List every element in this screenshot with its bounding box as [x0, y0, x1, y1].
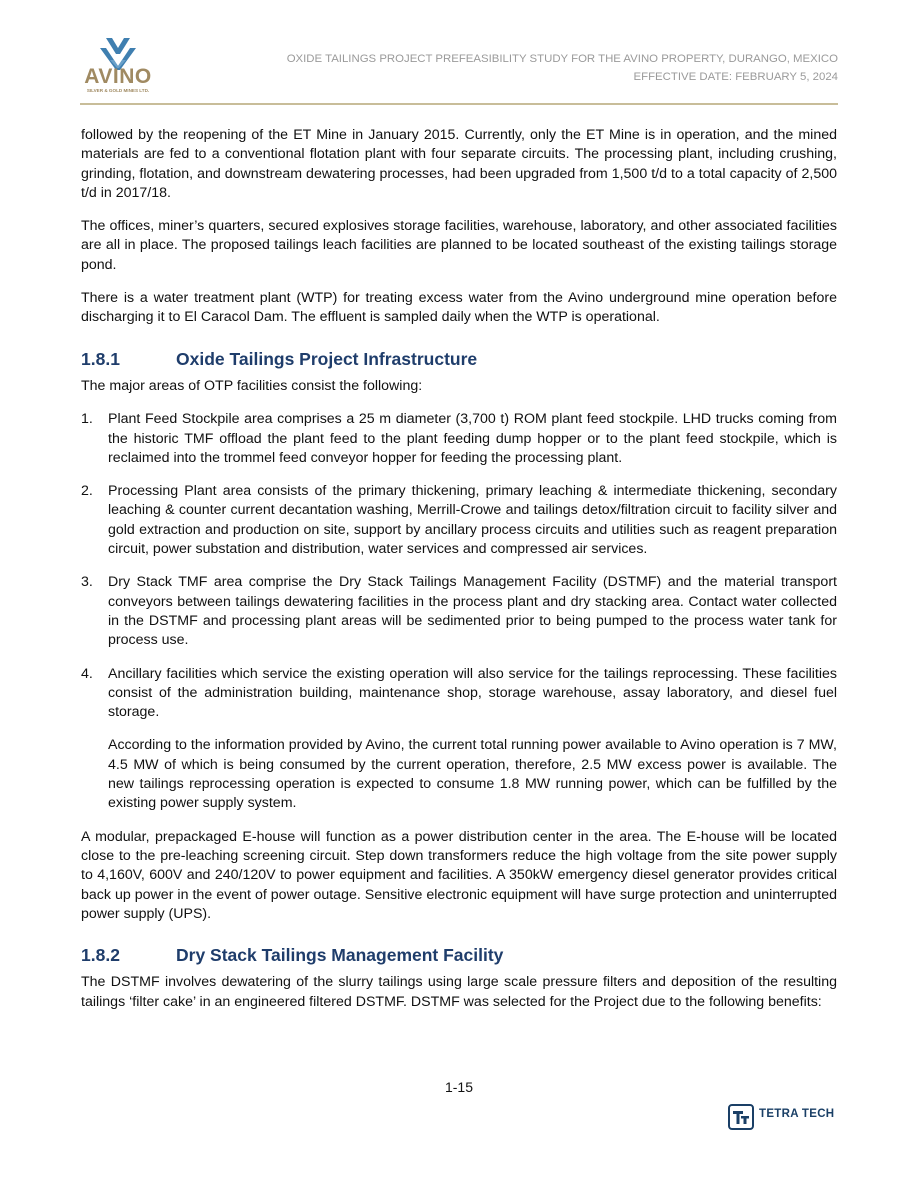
list-number: 1.: [81, 411, 93, 428]
list-text: Dry Stack TMF area comprise the Dry Stack Tailings Management Facility (DSTMF) and the material transport conveyors between tailings dewatering facilities in the process plant and dry stacking area. Contact water collected in the DSTMF and processing plant areas will be sedimented prior to being pumped to the process water tank for process use.: [108, 574, 837, 649]
paragraph: There is a water treatment plant (WTP) for treating excess water from the Avino underground mine operation before discharging it to El Caracol Dam. The effluent is sampled daily when the WTP is operational.: [81, 290, 837, 326]
list-item: [81, 665, 837, 814]
page-content: [81, 126, 837, 1026]
section-heading: [81, 946, 837, 965]
section-number: 1.8.2: [81, 945, 120, 966]
section-title: Oxide Tailings Project Infrastructure: [176, 348, 478, 369]
section-number: 1.8.1: [81, 348, 120, 369]
list-text: Ancillary facilities which service the existing operation will also service for the tailings reprocessing. These facilities consist of the administration building, maintenance shop, storage warehouse, assay laboratory, and diesel fuel storage.: [108, 665, 837, 721]
page-number: 1-15: [444, 1079, 474, 1095]
paragraph: A modular, prepackaged E-house will function as a power distribution center in the area. The E-house will be located close to the pre-leaching screening circuit. Step down transformers reduce the high voltage from the site power supply to 4,160V, 600V and 240/120V to power equipment and facilities. A 350kW emergency diesel generator provides critical back up power in the event of power outage. Sensitive electronic equipment will have surge protection and uninterrupted power supply (UPS).: [81, 828, 837, 922]
paragraph: followed by the reopening of the ET Mine in January 2015. Currently, only the ET Mine is in operation, and the mined materials are fed to a conventional flotation plant with four separate circuits. The processing plant, including crushing, grinding, flotation, and downstream dewatering processes, had been upgraded from 1,500 t/d to a total capacity of 2,500 t/d in 2017/18.: [81, 127, 837, 201]
facility-list: [81, 410, 837, 813]
list-item: [81, 573, 837, 650]
list-item: [81, 410, 837, 468]
section-heading: [81, 350, 837, 369]
section-title: Dry Stack Tailings Management Facility: [176, 945, 504, 966]
list-number: 2.: [81, 483, 93, 500]
effective-date: EFFECTIVE DATE: FEBRUARY 5, 2024: [633, 71, 838, 83]
logo-tagline: SILVER & GOLD MINES LTD.: [86, 88, 150, 93]
section-intro: The major areas of OTP facilities consist the following:: [81, 377, 423, 394]
document-title: OXIDE TAILINGS PROJECT PREFEASIBILITY STUDY FOR THE AVINO PROPERTY, DURANGO, MEXICO: [286, 53, 838, 65]
tetra-tech-wordmark: TETRA TECH: [759, 1108, 835, 1120]
list-item: [81, 482, 837, 559]
paragraph: The offices, miner’s quarters, secured explosives storage facilities, warehouse, laboratory, and other associated facilities are all in place. The proposed tailings leach facilities are planned to be located southeast of the existing tailings storage pond.: [81, 218, 837, 273]
tetra-tech-logo-icon: [728, 1104, 754, 1130]
header-rule: [80, 103, 838, 105]
list-subparagraph: According to the information provided by Avino, the current total running power available to Avino operation is 7 MW, 4.5 MW of which is being consumed by the current operation, therefore, 2.5 MW excess power is available. The new tailings reprocessing operation is expected to consume 1.8 MW running power, which can be fulfilled by the existing power supply system.: [108, 737, 837, 812]
section-intro: The DSTMF involves dewatering of the slurry tailings using large scale pressure filters and deposition of the resulting tailings ‘filter cake’ in an engineered filtered DSTMF. DSTMF was selected for the Project due to the following benefits:: [81, 974, 837, 1010]
list-text: Plant Feed Stockpile area comprises a 25 m diameter (3,700 t) ROM plant feed stockpile. LHD trucks coming from the historic TMF offload the plant feed to the plant feeding dump hopper or to the plant feed stockpile, which is reclaimed into the trommel feed conveyor hopper for feeding the processing plant.: [108, 411, 837, 466]
list-number: 3.: [81, 574, 93, 591]
logo-wordmark: AVINO: [84, 65, 152, 88]
list-text: Processing Plant area consists of the primary thickening, primary leaching & intermediate thickening, secondary leaching & counter current decantation washing, Merrill-Crowe and tailings detox/filtration circuit to facility silver and gold extraction and production on site, support by ancillary process circuits and utilities such as reagent preparation circuit, power substation and distribution, water services and compressed air services.: [108, 483, 837, 558]
list-number: 4.: [81, 665, 93, 682]
